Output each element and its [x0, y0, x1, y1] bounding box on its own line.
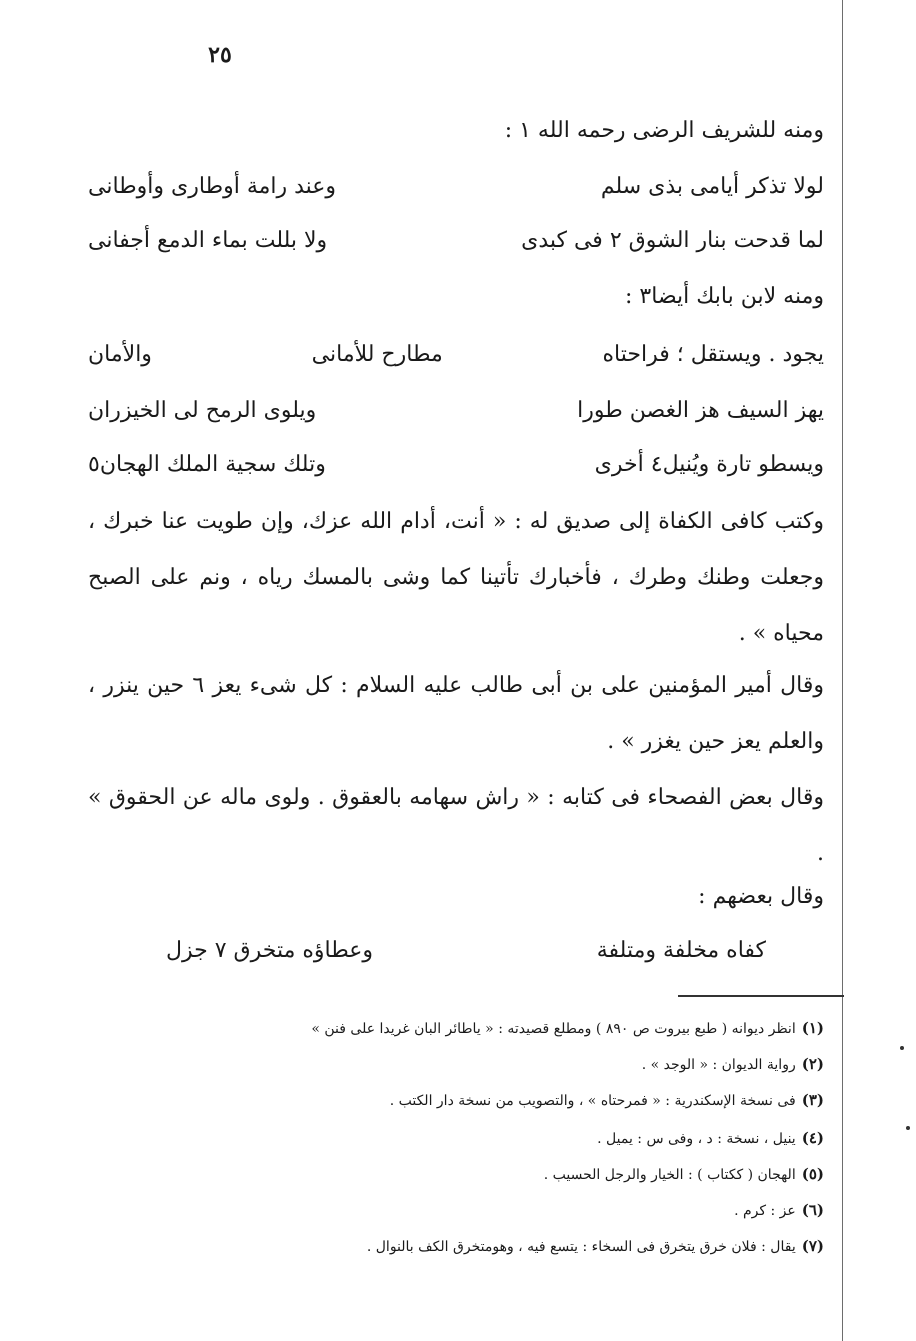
verse-line	[166, 936, 766, 966]
verse-hemistich-right: كفاه مخلفة ومتلفة	[596, 938, 766, 963]
verse-hemistich-right: يهز السيف هز الغصن طورا	[577, 398, 824, 423]
verse-hemistich-right: لما قدحت بنار الشوق ٢ فى كبدى	[521, 228, 824, 253]
footnote: (١)انظر ديوانه ( طبع بيروت ص ٨٩٠ ) ومطلع قصيدته : « ياطائر البان غريدا على فنن »	[311, 1019, 824, 1037]
footnote: (٦)عز : كرم .	[734, 1201, 824, 1219]
verse-part-middle: مطارح للأمانى	[311, 342, 443, 367]
verse-hemistich-left: ولا بللت بماء الدمع أجفانى	[88, 228, 328, 253]
verse-line	[88, 226, 824, 256]
footnote: (٥)الهجان ( ككتاب ) : الخيار والرجل الحسيب .	[543, 1165, 824, 1183]
intro-sharif: ومنه للشريف الرضى رحمه الله ١ :	[504, 118, 824, 143]
verse-line	[88, 172, 824, 202]
prose-fusaha: وقال بعض الفصحاء فى كتابه : « راش سهامه بالعقوق . ولوى ماله عن الحقوق » .	[88, 785, 824, 866]
intro-baad: وقال بعضهم :	[698, 884, 824, 909]
footnote: (٢)رواية الديوان : « الوجد » .	[641, 1055, 824, 1073]
binding-line	[842, 0, 843, 1341]
verse-part-left: والأمان	[88, 342, 152, 367]
footnote: (٣)فى نسخة الإسكندرية : « فمرحتاه » ، والتصويب من نسخة دار الكتب .	[389, 1091, 824, 1109]
prose-kafi: وكتب كافى الكفاة إلى صديق له : « أنت، أدام الله عزك، وإن طويت عنا خبرك ، وجعلت وطنك وطرك ، فأخبارك تأتينا كما وشى بالمسك رياه ، ونم على الصبح محياه » .	[88, 509, 824, 646]
margin-dot	[900, 1046, 904, 1050]
footnote-rule	[678, 995, 844, 997]
verse-line	[88, 450, 824, 480]
verse-line	[88, 340, 824, 370]
verse-hemistich-left: وتلك سجية الملك الهجان٥	[88, 452, 326, 477]
margin-dot	[906, 1126, 910, 1130]
verse-hemistich-left: ويلوى الرمح لى الخيزران	[88, 398, 317, 423]
verse-hemistich-left: وعطاؤه متخرق ٧ جزل	[166, 938, 374, 963]
verse-line	[88, 396, 824, 426]
verse-hemistich-right: ويسطو تارة ويُنيل٤ أخرى	[594, 452, 824, 477]
page-number: ٢٥	[208, 42, 232, 68]
verse-hemistich-left: وعند رامة أوطارى وأوطانى	[88, 174, 337, 199]
verse-hemistich-right: لولا تذكر أيامى بذى سلم	[600, 174, 824, 199]
intro-babak: ومنه لابن بابك أيضا٣ :	[625, 284, 824, 309]
prose-ali: وقال أمير المؤمنين على بن أبى طالب عليه السلام : كل شىء يعز ٦ حين ينزر ، والعلم يعز حين يغزر » .	[88, 673, 824, 754]
verse-part-right: يجود . ويستقل ؛ فراحتاه	[602, 342, 824, 367]
footnote: (٧)يقال : فلان خرق يتخرق فى السخاء : يتسع فيه ، وهومتخرق الكف بالنوال .	[366, 1237, 824, 1255]
footnote: (٤)ينيل ، نسخة : د ، وفى س : يميل .	[597, 1129, 824, 1147]
